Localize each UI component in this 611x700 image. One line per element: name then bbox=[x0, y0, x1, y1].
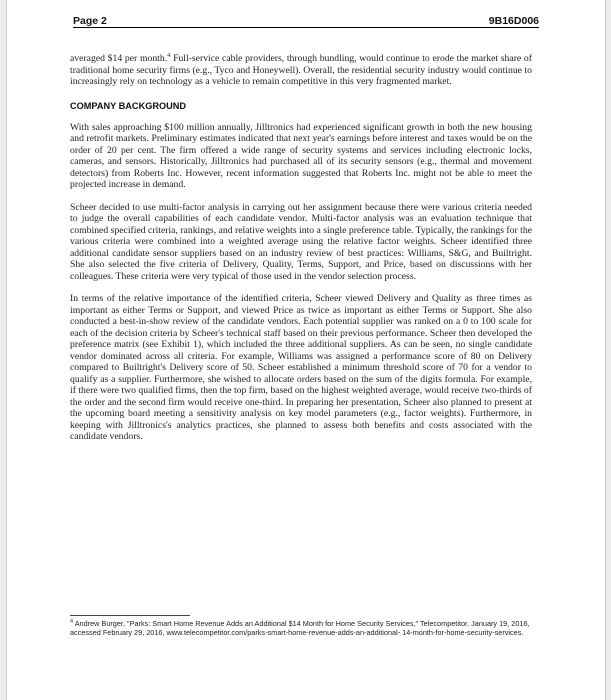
footnote-marker: 4 bbox=[70, 618, 74, 625]
page-number: Page 2 bbox=[73, 15, 107, 27]
paragraph-multi-factor-analysis: Scheer decided to use multi-factor analysis in carrying out her assignment because there were various criteria needed to judge the overall capabilities of each candidate vendor. Multi-factor analysis was an evaluation technique that combined specified criteria, rankings, and relative weights into a single preference table. Typically, the rankings for the various criteria were combined into a weighted average using the relative factor weights. Scheer identified three additional candidate sensor suppliers based on an industry review of best practices: Williams, S&G, and Builtright. She also selected the five criteria of Delivery, Quality, Terms, Support, and Price, based on discussions with her colleagues. These criteria were very typical of those used in the vendor selection process. bbox=[70, 201, 532, 282]
intro-paragraph bbox=[70, 53, 532, 88]
paragraph-criteria-importance: In terms of the relative importance of the identified criteria, Scheer viewed Delivery and Quality as three times as important as either Terms or Support, and viewed Price as twice as important as either Terms or Support. She also conducted a best-in-show review of the candidate vendors. Each potential supplier was ranked on a 0 to 100 scale for each of the decision criteria by Scheer's technical staff based on their previous performance. Scheer then developed the preference matrix (see Exhibit 1), which included the three additional suppliers. As can be seen, no single candidate vendor dominated across all criteria. For example, Williams was assigned a performance score of 80 on Delivery compared to Builtright's Delivery score of 50. Scheer established a minimum threshold score of 70 for a vendor to qualify as a supplier. Furthermore, she wished to allocate orders based on the sum of the digits formula. For example, if there were two qualified firms, then the top firm, based on the highest weighted average, would receive two-thirds of the order and the second firm would receive one-third. In preparing her presentation, Scheer also planned to present at the upcoming board meeting a sensitivity analysis on key model parameters (e.g., factor weights). Furthermore, in keeping with Jilltronics's analytics practices, she planned to assess both benefits and costs associated with the candidate vendors. bbox=[70, 293, 532, 442]
footnote-divider bbox=[70, 615, 190, 616]
footnote-text: Andrew Burger, "Parks: Smart Home Revenue Adds an Additional $14 Month for Home Security Services," Telecompetitor, January 19, 2016, accessed February 29, 2016, www.telecompetitor.com/parks-smart-home-revenue-adds-an-additional- 14-month-for-home-security-services. bbox=[70, 619, 530, 638]
intro-text-start: averaged $14 per month. bbox=[70, 53, 168, 64]
footnote bbox=[70, 619, 532, 638]
paragraph-company-background: With sales approaching $100 million annually, Jilltronics had experienced significant growth in both the new housing and retrofit markets. Preliminary estimates indicated that next year's earnings before interest and taxes would be on the order of 20 per cent. The firm offered a wide range of security systems and services including electronic locks, cameras, and sensors. Historically, Jilltronics had purchased all of its security sensors (e.g., thermal and movement detectors) from Roberts Inc. However, recent information suggested that Roberts Inc. might not be able to meet the projected increase in demand. bbox=[70, 121, 532, 190]
footnote-reference[interactable]: 4 bbox=[167, 51, 171, 59]
intro-text-end: Full-service cable providers, through bundling, would continue to erode the market share of traditional home security firms (e.g., Tyco and Honeywell). Overall, the residential security industry would continue to increasingly rely on technology as a vehicle to remain competitive in this very fragmented market. bbox=[70, 53, 532, 87]
section-heading: COMPANY BACKGROUND bbox=[70, 100, 187, 111]
document-body bbox=[70, 53, 532, 454]
page-header bbox=[73, 9, 539, 28]
case-number: 9B16D006 bbox=[488, 15, 539, 27]
